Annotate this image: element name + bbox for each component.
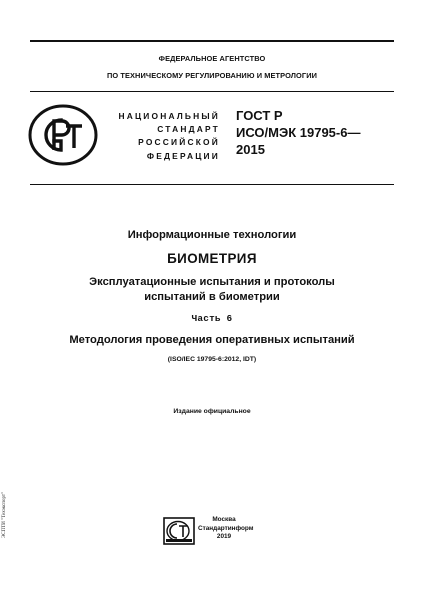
iso-reference: (ISO/IEC 19795-6:2012, IDT) [167, 356, 257, 363]
title-line-3a: Эксплуатационные испытания и протоколы [89, 276, 335, 288]
standard-number [236, 107, 386, 158]
national-line-4: ФЕДЕРАЦИИ [146, 150, 220, 161]
standard-block-divider [30, 184, 394, 185]
part-number: Часть 6 [191, 313, 233, 324]
title-line-3b: испытаний в биометрии [144, 291, 280, 303]
standard-number-line-3: 2015 [236, 142, 265, 157]
top-rule [30, 40, 394, 42]
national-standard-label [108, 110, 220, 163]
publisher-year: 2019 [216, 533, 232, 541]
national-line-1: НАЦИОНАЛЬНЫЙ [118, 111, 220, 121]
publisher-city: Москва [212, 516, 236, 523]
side-note: ЭСПТИ "Техэкспорт" [2, 491, 7, 538]
standartinform-logo-icon [163, 517, 195, 545]
national-line-2: СТАНДАРТ [157, 124, 220, 135]
part-subtitle: Методология проведения оперативных испытаний [69, 334, 355, 346]
publisher-info [198, 516, 254, 542]
gost-r-mark-icon [28, 104, 98, 166]
agency-name-line1: ФЕДЕРАЛЬНОЕ АГЕНТСТВО [158, 54, 266, 63]
edition-label: Издание официальное [173, 408, 251, 415]
title-line-2: БИОМЕТРИЯ [167, 251, 257, 266]
publisher-name: Стандартинформ [198, 524, 254, 532]
agency-name-line2: ПО ТЕХНИЧЕСКОМУ РЕГУЛИРОВАНИЮ И МЕТРОЛОГИИ [106, 71, 318, 80]
national-line-3: РОССИЙСКОЙ [138, 137, 220, 148]
title-line-1: Информационные технологии [127, 229, 297, 241]
header-divider [30, 91, 394, 92]
standard-number-line-1: ГОСТ Р [236, 108, 283, 123]
title-line-3 [20, 275, 404, 305]
standard-number-line-2: ИСО/МЭК 19795-6— [236, 125, 361, 140]
